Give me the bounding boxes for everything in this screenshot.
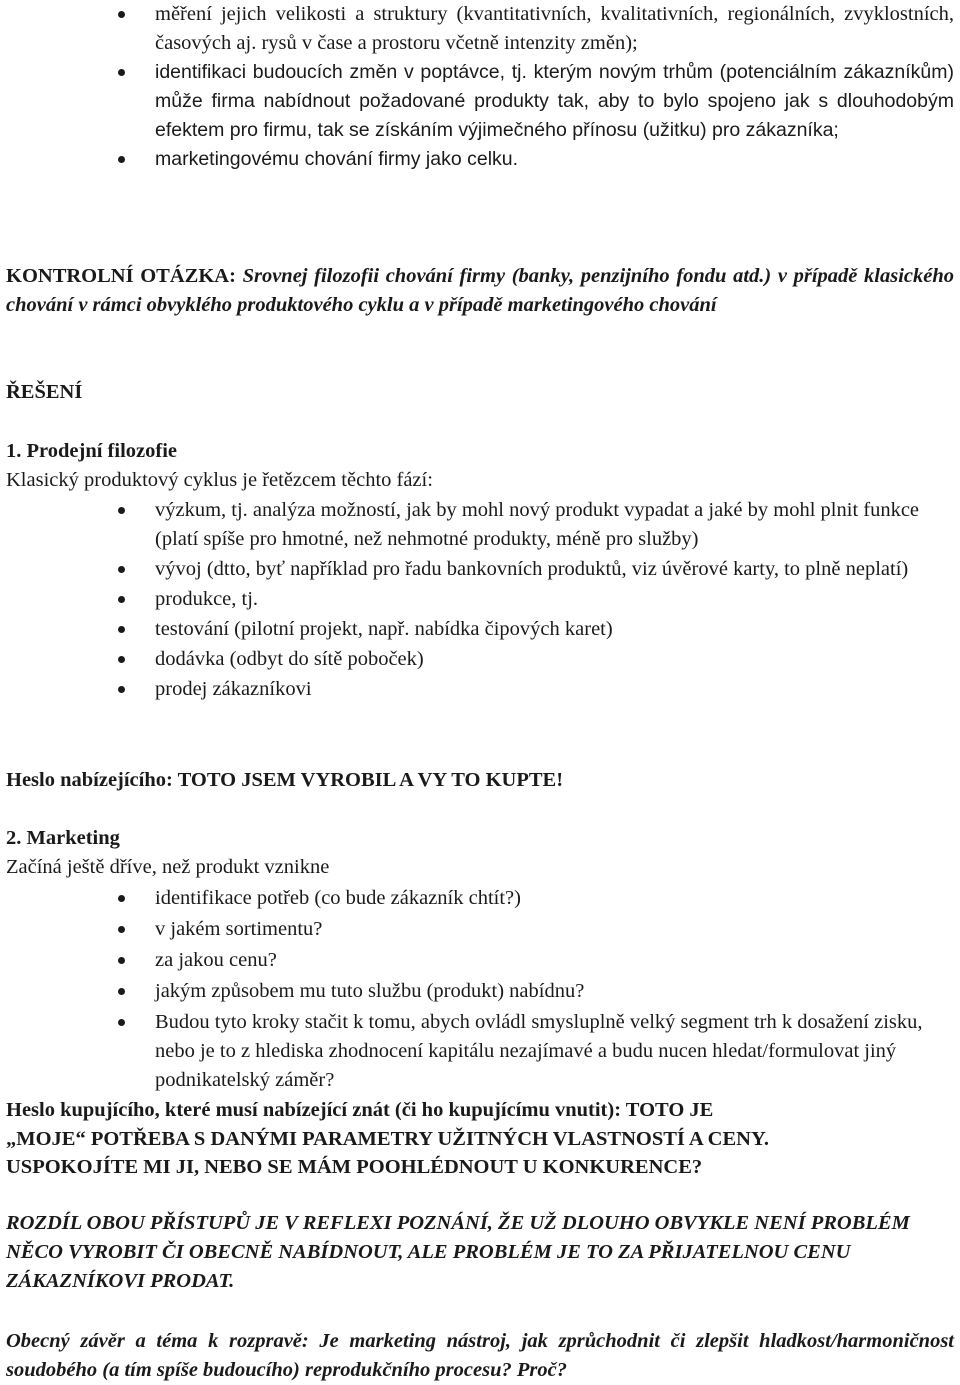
list-item: identifikace potřeb (co bude zákazník chtít?) bbox=[6, 884, 954, 913]
list-item: dodávka (odbyt do sítě poboček) bbox=[6, 645, 954, 674]
list-item: produkce, tj. bbox=[6, 585, 954, 614]
list-item: vývoj (dtto, byť například pro řadu bankovních produktů, viz úvěrové karty, to plně neplatí) bbox=[6, 555, 954, 584]
section2-list bbox=[6, 884, 954, 1095]
difference-statement: ROZDÍL OBOU PŘÍSTUPŮ JE V REFLEXI POZNÁNÍ, ŽE UŽ DLOUHO OBVYKLE NENÍ PROBLÉM NĚCO VYROBIT ČI OBECNĚ NABÍDNOUT, ALE PROBLÉM JE TO ZA PŘIJATELNOU CENU ZÁKAZNÍKOVI PRODAT. bbox=[6, 1212, 910, 1292]
list-item: jakým způsobem mu tuto službu (produkt) nabídnu? bbox=[6, 977, 954, 1006]
question-label: KONTROLNÍ OTÁZKA: bbox=[6, 265, 236, 287]
section2-slogan bbox=[6, 1096, 954, 1182]
section1-intro: Klasický produktový cyklus je řetězcem těchto fází: bbox=[6, 469, 433, 491]
slogan-line: „MOJE“ POTŘEBA S DANÝMI PARAMETRY UŽITNÝCH VLASTNOSTÍ A CENY. bbox=[6, 1127, 770, 1150]
list-item: testování (pilotní projekt, např. nabídka čipových karet) bbox=[6, 615, 954, 644]
list-item: v jakém sortimentu? bbox=[6, 915, 954, 944]
list-item: výzkum, tj. analýza možností, jak by mohl nový produkt vypadat a jaké by mohl plnit funkce (platí spíše pro hmotné, než nehmotné produkty, méně pro služby) bbox=[6, 496, 954, 554]
section2-intro: Začíná ještě dříve, než produkt vznikne bbox=[6, 856, 330, 878]
list-item: marketingovému chování firmy jako celku. bbox=[6, 145, 954, 174]
list-top bbox=[6, 0, 954, 174]
section1-slogan: Heslo nabízejícího: TOTO JSEM VYROBIL A VY TO KUPTE! bbox=[6, 769, 564, 791]
list-item: za jakou cenu? bbox=[6, 946, 954, 975]
section2-heading: 2. Marketing bbox=[6, 827, 120, 849]
list-item: prodej zákazníkovi bbox=[6, 675, 954, 704]
conclusion: Obecný závěr a téma k rozpravě: Je marketing nástroj, jak zprůchodnit či zlepšit hladkost/harmoničnost soudobého (a tím spíše budoucího) reprodukčního procesu? Proč? bbox=[6, 1330, 954, 1381]
list-item: identifikaci budoucích změn v poptávce, tj. kterým novým trhům (potenciálním zákazníkům) může firma nabídnout požadované produkty tak, aby to bylo spojeno jak s dlouhodobým efektem pro firmu, tak se získáním výjimečného přínosu (užitku) pro zákazníka; bbox=[6, 58, 954, 145]
solution-heading: ŘEŠENÍ bbox=[6, 381, 83, 403]
slogan-line: USPOKOJÍTE MI JI, NEBO SE MÁM POOHLÉDNOUT U KONKURENCE? bbox=[6, 1156, 703, 1178]
section1-heading: 1. Prodejní filozofie bbox=[6, 440, 177, 462]
list-item: měření jejich velikosti a struktury (kvantitativních, kvalitativních, regionálních, zvyklostních, časových aj. rysů v čase a prostoru včetně intenzity změn); bbox=[6, 0, 954, 58]
section1-list bbox=[6, 496, 954, 704]
slogan-line: Heslo kupujícího, které musí nabízející znát (či ho kupujícímu vnutit): TOTO JE bbox=[6, 1099, 714, 1121]
list-item: Budou tyto kroky stačit k tomu, abych ovládl smysluplně velký segment trh k dosažení zisku, nebo je to z hlediska zhodnocení kapitálu nezajímavé a budu nucen hledat/formulovat jiný podnikatelský záměr? bbox=[6, 1008, 954, 1095]
control-question bbox=[6, 262, 954, 320]
question-text: Srovnej filozofii chování firmy (banky, penzijního fondu atd.) v případě klasického chování v rámci obvyklého produktového cyklu a v případě marketingového chování bbox=[6, 265, 955, 316]
